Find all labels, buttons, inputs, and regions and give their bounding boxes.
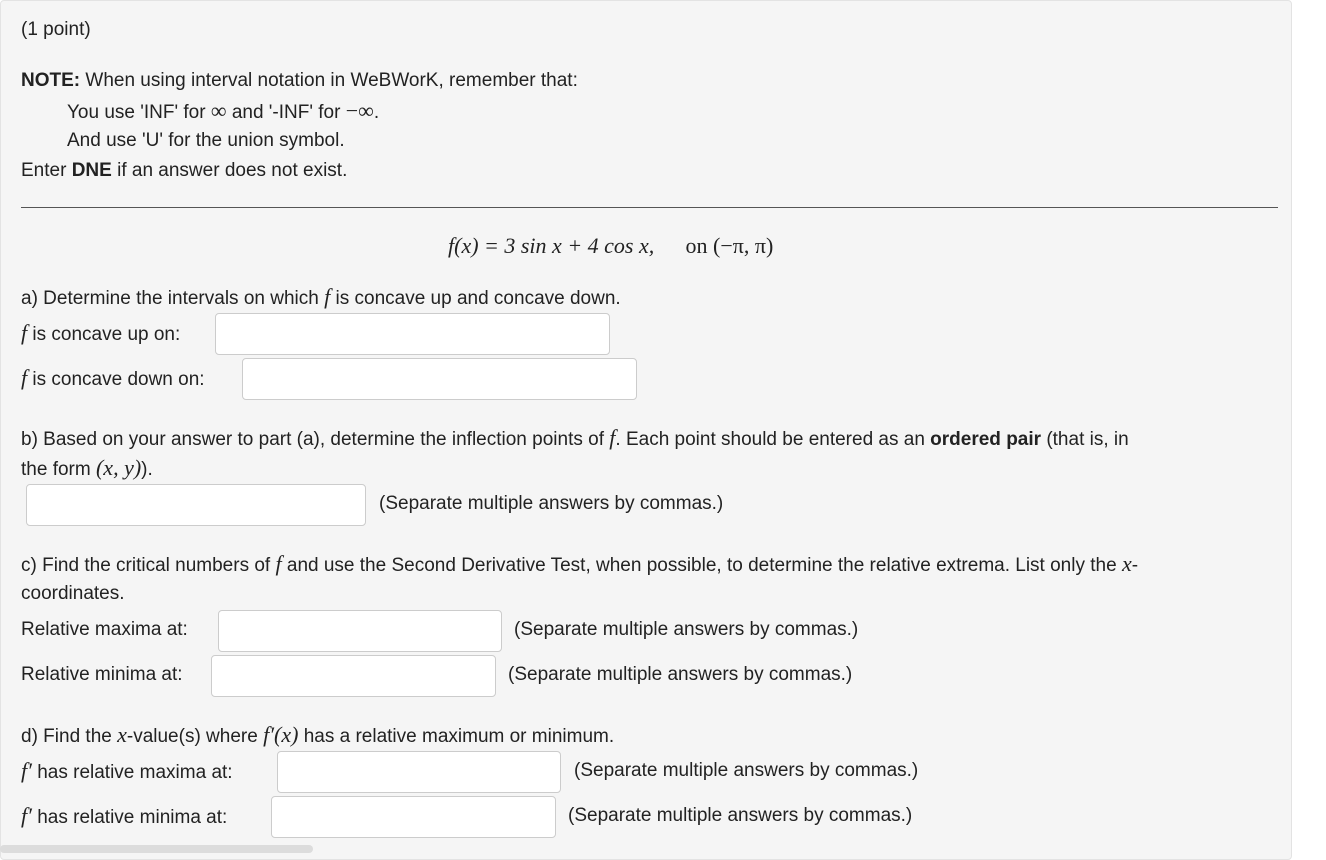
- relative-maxima-label: Relative maxima at:: [21, 619, 188, 640]
- infinity-symbol: ∞: [210, 98, 227, 123]
- part-b-question-line-2: [21, 456, 153, 482]
- f-symbol: f: [609, 425, 616, 450]
- f-symbol: f: [21, 365, 28, 390]
- part-d-question: [21, 723, 614, 749]
- note-text: When using interval notation in WeBWorK, remember that:: [85, 70, 578, 91]
- note-line-1: [21, 69, 578, 93]
- relative-maxima-input[interactable]: [218, 610, 502, 652]
- concave-up-text: is concave up on:: [27, 324, 181, 345]
- divider: [21, 207, 1278, 208]
- part-a-text: a) Determine the intervals on which: [21, 288, 325, 309]
- part-c-question-line-2: coordinates.: [21, 583, 125, 604]
- x-symbol: x: [117, 722, 127, 747]
- fprime-minima-label: [21, 804, 227, 830]
- fprime-minima-input[interactable]: [271, 796, 556, 838]
- equation: [448, 232, 773, 262]
- part-d-text-2: -value(s) where: [126, 726, 264, 747]
- equation-function: f(x) = 3 sin x + 4 cos x,: [448, 233, 655, 258]
- f-symbol: f: [275, 551, 282, 576]
- ordered-pair-form: (x, y): [95, 455, 142, 480]
- part-b-text-6: ).: [141, 459, 153, 480]
- note-inf-text: You use 'INF' for: [67, 102, 211, 123]
- part-b-text-2: . Each point should be entered as an: [615, 429, 931, 450]
- dne-prefix: Enter: [21, 160, 72, 181]
- fprime-maxima-hint: (Separate multiple answers by commas.): [574, 760, 919, 781]
- note-line-2: [67, 99, 379, 125]
- fprime-symbol: f′: [21, 803, 32, 828]
- equation-domain: on (−π, π): [685, 233, 774, 258]
- relative-maxima-hint: (Separate multiple answers by commas.): [514, 619, 859, 640]
- part-b-question-line-1: [21, 426, 1129, 452]
- dne-suffix: if an answer does not exist.: [111, 160, 348, 181]
- fprime-maxima-input[interactable]: [277, 751, 561, 793]
- fprime-maxima-text: has relative maxima at:: [31, 762, 233, 783]
- inflection-points-hint: (Separate multiple answers by commas.): [379, 493, 724, 514]
- concave-up-label: [21, 321, 180, 347]
- fprime-minima-hint: (Separate multiple answers by commas.): [568, 805, 913, 826]
- inflection-points-input[interactable]: [26, 484, 366, 526]
- note-line-3: And use 'U' for the union symbol.: [67, 130, 345, 151]
- part-c-question-line-1: [21, 552, 1138, 578]
- part-c-text-2: and use the Second Derivative Test, when possible, to determine the relative extrema. List only the: [281, 555, 1122, 576]
- relative-minima-label: Relative minima at:: [21, 664, 183, 685]
- concave-down-label: [21, 366, 205, 392]
- horizontal-scrollbar[interactable]: [0, 845, 313, 853]
- note-line-4: [21, 159, 347, 183]
- part-a-text-end: is concave up and concave down.: [330, 288, 621, 309]
- part-b-text-5: the form: [21, 459, 96, 480]
- neg-infinity-symbol: −∞: [345, 98, 374, 123]
- ordered-pair-emphasis: ordered pair: [930, 429, 1042, 450]
- f-symbol: f: [21, 320, 28, 345]
- fprime-of-x: f′(x): [263, 722, 299, 747]
- concave-down-text: is concave down on:: [27, 369, 205, 390]
- concave-down-input[interactable]: [242, 358, 637, 400]
- point-value: (1 point): [21, 19, 91, 40]
- relative-minima-input[interactable]: [211, 655, 496, 697]
- fprime-symbol: f′: [21, 758, 32, 783]
- part-b-text: b) Based on your answer to part (a), determine the inflection points of: [21, 429, 610, 450]
- hyphen: -: [1131, 555, 1139, 576]
- period: .: [373, 102, 380, 123]
- part-d-text: d) Find the: [21, 726, 118, 747]
- part-a-question: [21, 285, 621, 311]
- fprime-maxima-label: [21, 759, 233, 785]
- note-label: NOTE:: [21, 70, 81, 91]
- concave-up-input[interactable]: [215, 313, 610, 355]
- relative-minima-hint: (Separate multiple answers by commas.): [508, 664, 853, 685]
- note-neg-inf-text: and '-INF' for: [226, 102, 346, 123]
- x-symbol: x: [1121, 551, 1132, 576]
- part-c-text: c) Find the critical numbers of: [21, 555, 276, 576]
- f-symbol: f: [324, 284, 331, 309]
- part-d-text-3: has a relative maximum or minimum.: [298, 726, 615, 747]
- part-b-text-4: (that is, in: [1041, 429, 1129, 450]
- fprime-minima-text: has relative minima at:: [31, 807, 228, 828]
- dne-keyword: DNE: [71, 160, 112, 181]
